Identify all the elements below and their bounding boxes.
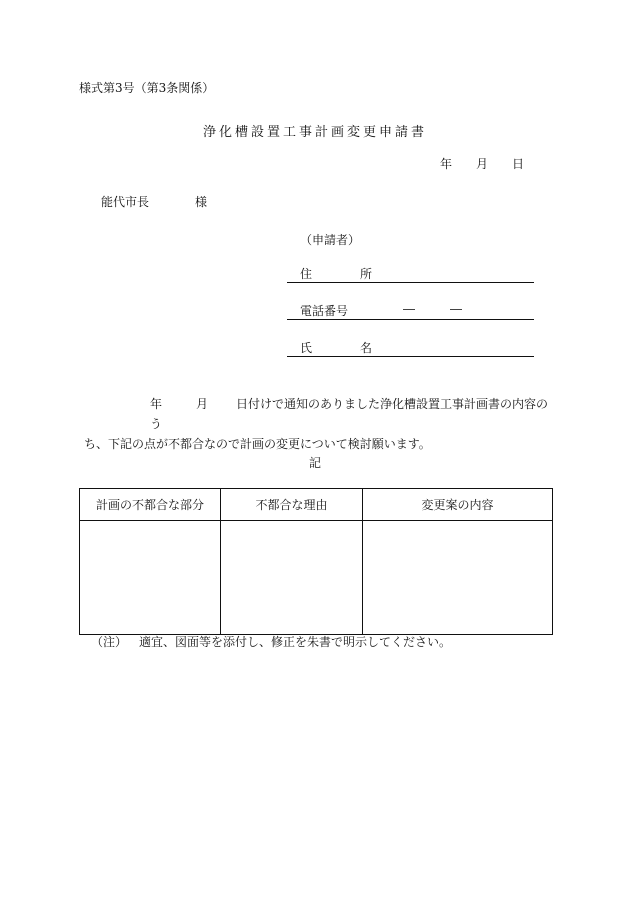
phone-label: 電話番号 <box>300 304 349 318</box>
footnote-text: 適宜、図面等を添付し、修正を朱書で明示してください。 <box>139 635 452 649</box>
table-cell-reason[interactable] <box>221 521 363 635</box>
form-number: 様式第3号（第3条関係） <box>79 81 215 95</box>
date-line <box>440 155 524 172</box>
address-label: 住 所 <box>300 267 391 281</box>
table-header-row <box>80 489 553 521</box>
address-field[interactable] <box>287 264 534 283</box>
body-year: 年 <box>150 397 163 411</box>
table-header: 不都合な理由 <box>221 489 363 521</box>
body-line-1 <box>84 394 554 434</box>
table-header: 変更案の内容 <box>363 489 553 521</box>
date-month-label: 月 <box>476 157 489 171</box>
body-line-2: ち、下記の点が不都合なので計画の変更について検討願います。 <box>84 437 431 451</box>
ki-heading: 記 <box>308 456 321 470</box>
table-cell-problem-part[interactable] <box>80 521 221 635</box>
footnote <box>91 633 451 650</box>
body-line-1-rest: 日付けで通知のありました浄化槽設置工事計画書の内容のう <box>150 397 549 431</box>
body-text <box>84 394 554 454</box>
document-title: 浄化槽設置工事計画変更申請書 <box>202 125 427 140</box>
addressee-honorific: 様 <box>195 195 208 209</box>
phone-dash-2: ― <box>450 302 462 316</box>
table-row <box>80 521 553 635</box>
addressee <box>101 193 207 210</box>
body-month: 月 <box>196 397 209 411</box>
name-field[interactable] <box>287 338 534 357</box>
items-table <box>79 488 553 635</box>
addressee-name: 能代市長 <box>101 195 150 209</box>
date-day-label: 日 <box>512 157 525 171</box>
phone-field[interactable] <box>287 301 534 320</box>
applicant-label: （申請者） <box>300 233 361 247</box>
table-cell-proposal[interactable] <box>363 521 553 635</box>
table-header: 計画の不都合な部分 <box>80 489 221 521</box>
phone-dash-1: ― <box>403 302 415 316</box>
footnote-marker: （注） <box>91 635 128 649</box>
name-label: 氏 名 <box>300 341 391 355</box>
date-year-label: 年 <box>440 157 453 171</box>
